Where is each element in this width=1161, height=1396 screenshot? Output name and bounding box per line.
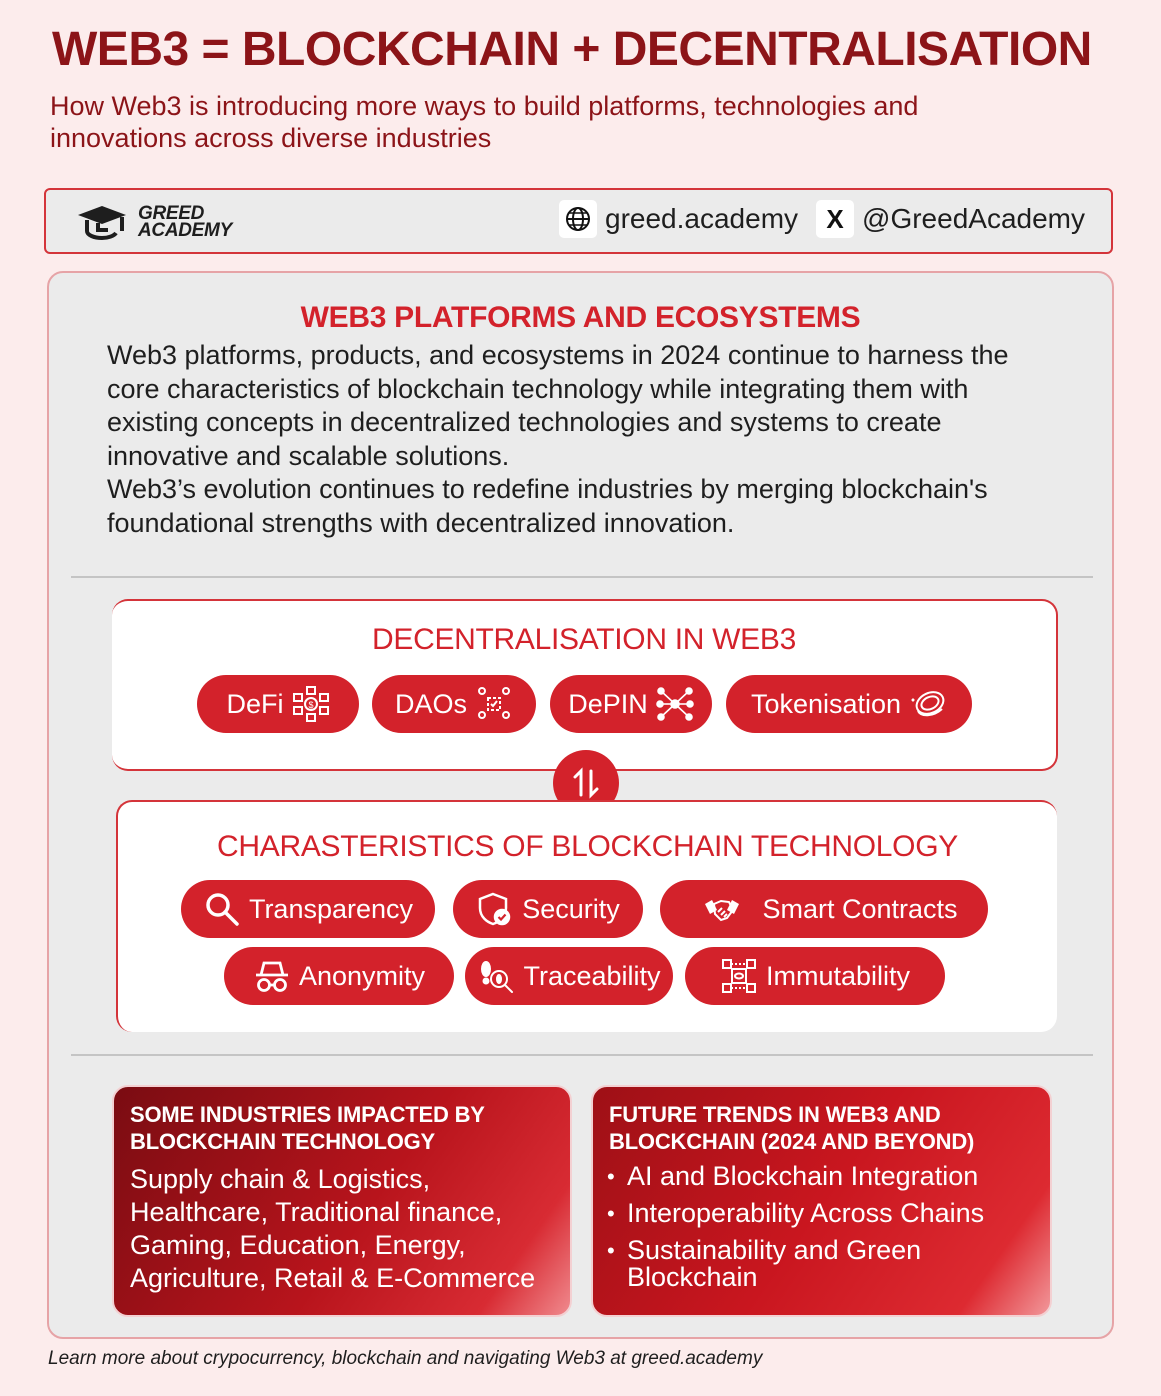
pill-daos[interactable]: DAOs [372,675,536,733]
pill-defi[interactable]: DeFi $ [197,675,359,733]
list-item: • Sustainability and Green Blockchain [607,1237,1047,1291]
incognito-icon [253,957,291,995]
x-logo-icon: X [816,200,854,238]
handshake-icon [690,890,754,928]
graduation-cap-logo [74,203,130,241]
pill-anonymity[interactable]: Anonymity [224,947,454,1005]
divider [71,1054,1093,1056]
footprint-search-icon [477,957,515,995]
pill-tokenisation[interactable]: Tokenisation [726,675,972,733]
footer-note: Learn more about crypocurrency, blockchain and navigating Web3 at greed.academy [48,1348,763,1369]
platforms-description [107,339,1067,540]
main-panel [47,271,1114,1339]
trends-heading: FUTURE TRENDS IN WEB3 AND BLOCKCHAIN (2024 AND BEYOND) [609,1102,975,1154]
industries-card [112,1085,572,1317]
website-link[interactable]: greed.academy [605,203,799,234]
page-subtitle: How Web3 is introducing more ways to build platforms, technologies and innovations across diverse industries [50,91,919,153]
brand-bar [44,188,1113,254]
list-item: • Interoperability Across Chains [607,1200,1047,1227]
magnifier-icon [203,890,241,928]
x-handle-link[interactable]: @GreedAcademy [862,203,1085,234]
list-item: • AI and Blockchain Integration [607,1163,1047,1190]
platforms-heading: WEB3 PLATFORMS AND ECOSYSTEMS [300,301,861,334]
pill-security[interactable]: Security [453,880,643,938]
pill-depin[interactable]: DePIN [550,675,712,733]
defi-network-icon [292,685,330,723]
industries-heading: SOME INDUSTRIES IMPACTED BY BLOCKCHAIN TECHNOLOGY [130,1102,485,1154]
depin-node-icon [656,685,694,723]
block-chain-icon [720,957,758,995]
pill-transparency[interactable]: Transparency [181,880,435,938]
trends-list [607,1163,1047,1301]
pill-immutability[interactable]: Immutability [685,947,945,1005]
platforms-paragraph-2: Web3’s evolution continues to redefine industries by merging blockchain's foundational strengths with decentralized innovation. [107,474,988,538]
decentralisation-heading: DECENTRALISATION IN WEB3 [372,623,796,656]
platforms-paragraph-1: Web3 platforms, products, and ecosystems in 2024 continue to harness the core characteristics of blockchain technology while integrating them with existing concepts in decentralized technologies and systems to create innovative and scalable solutions. [107,340,1009,471]
industries-list: Supply chain & Logistics, Healthcare, Traditional finance, Gaming, Education, Energy, Agriculture, Retail & E-Commerce [130,1164,536,1293]
trends-card [591,1085,1052,1317]
page-title: WEB3 = BLOCKCHAIN + DECENTRALISATION [52,23,1092,76]
brand-social [559,200,1085,238]
divider [71,576,1093,578]
brand-name: GREED ACADEMY [138,203,232,241]
globe-icon [559,200,597,238]
shield-check-icon [476,890,514,928]
coin-token-icon [909,685,947,723]
svg-text:$: $ [307,700,314,710]
characteristics-heading: CHARASTERISTICS OF BLOCKCHAIN TECHNOLOGY [217,830,958,863]
brand-logo[interactable] [74,203,258,241]
dao-vote-icon [475,685,513,723]
pill-smart-contracts[interactable]: Smart Contracts [660,880,988,938]
pill-traceability[interactable]: Traceability [465,947,673,1005]
